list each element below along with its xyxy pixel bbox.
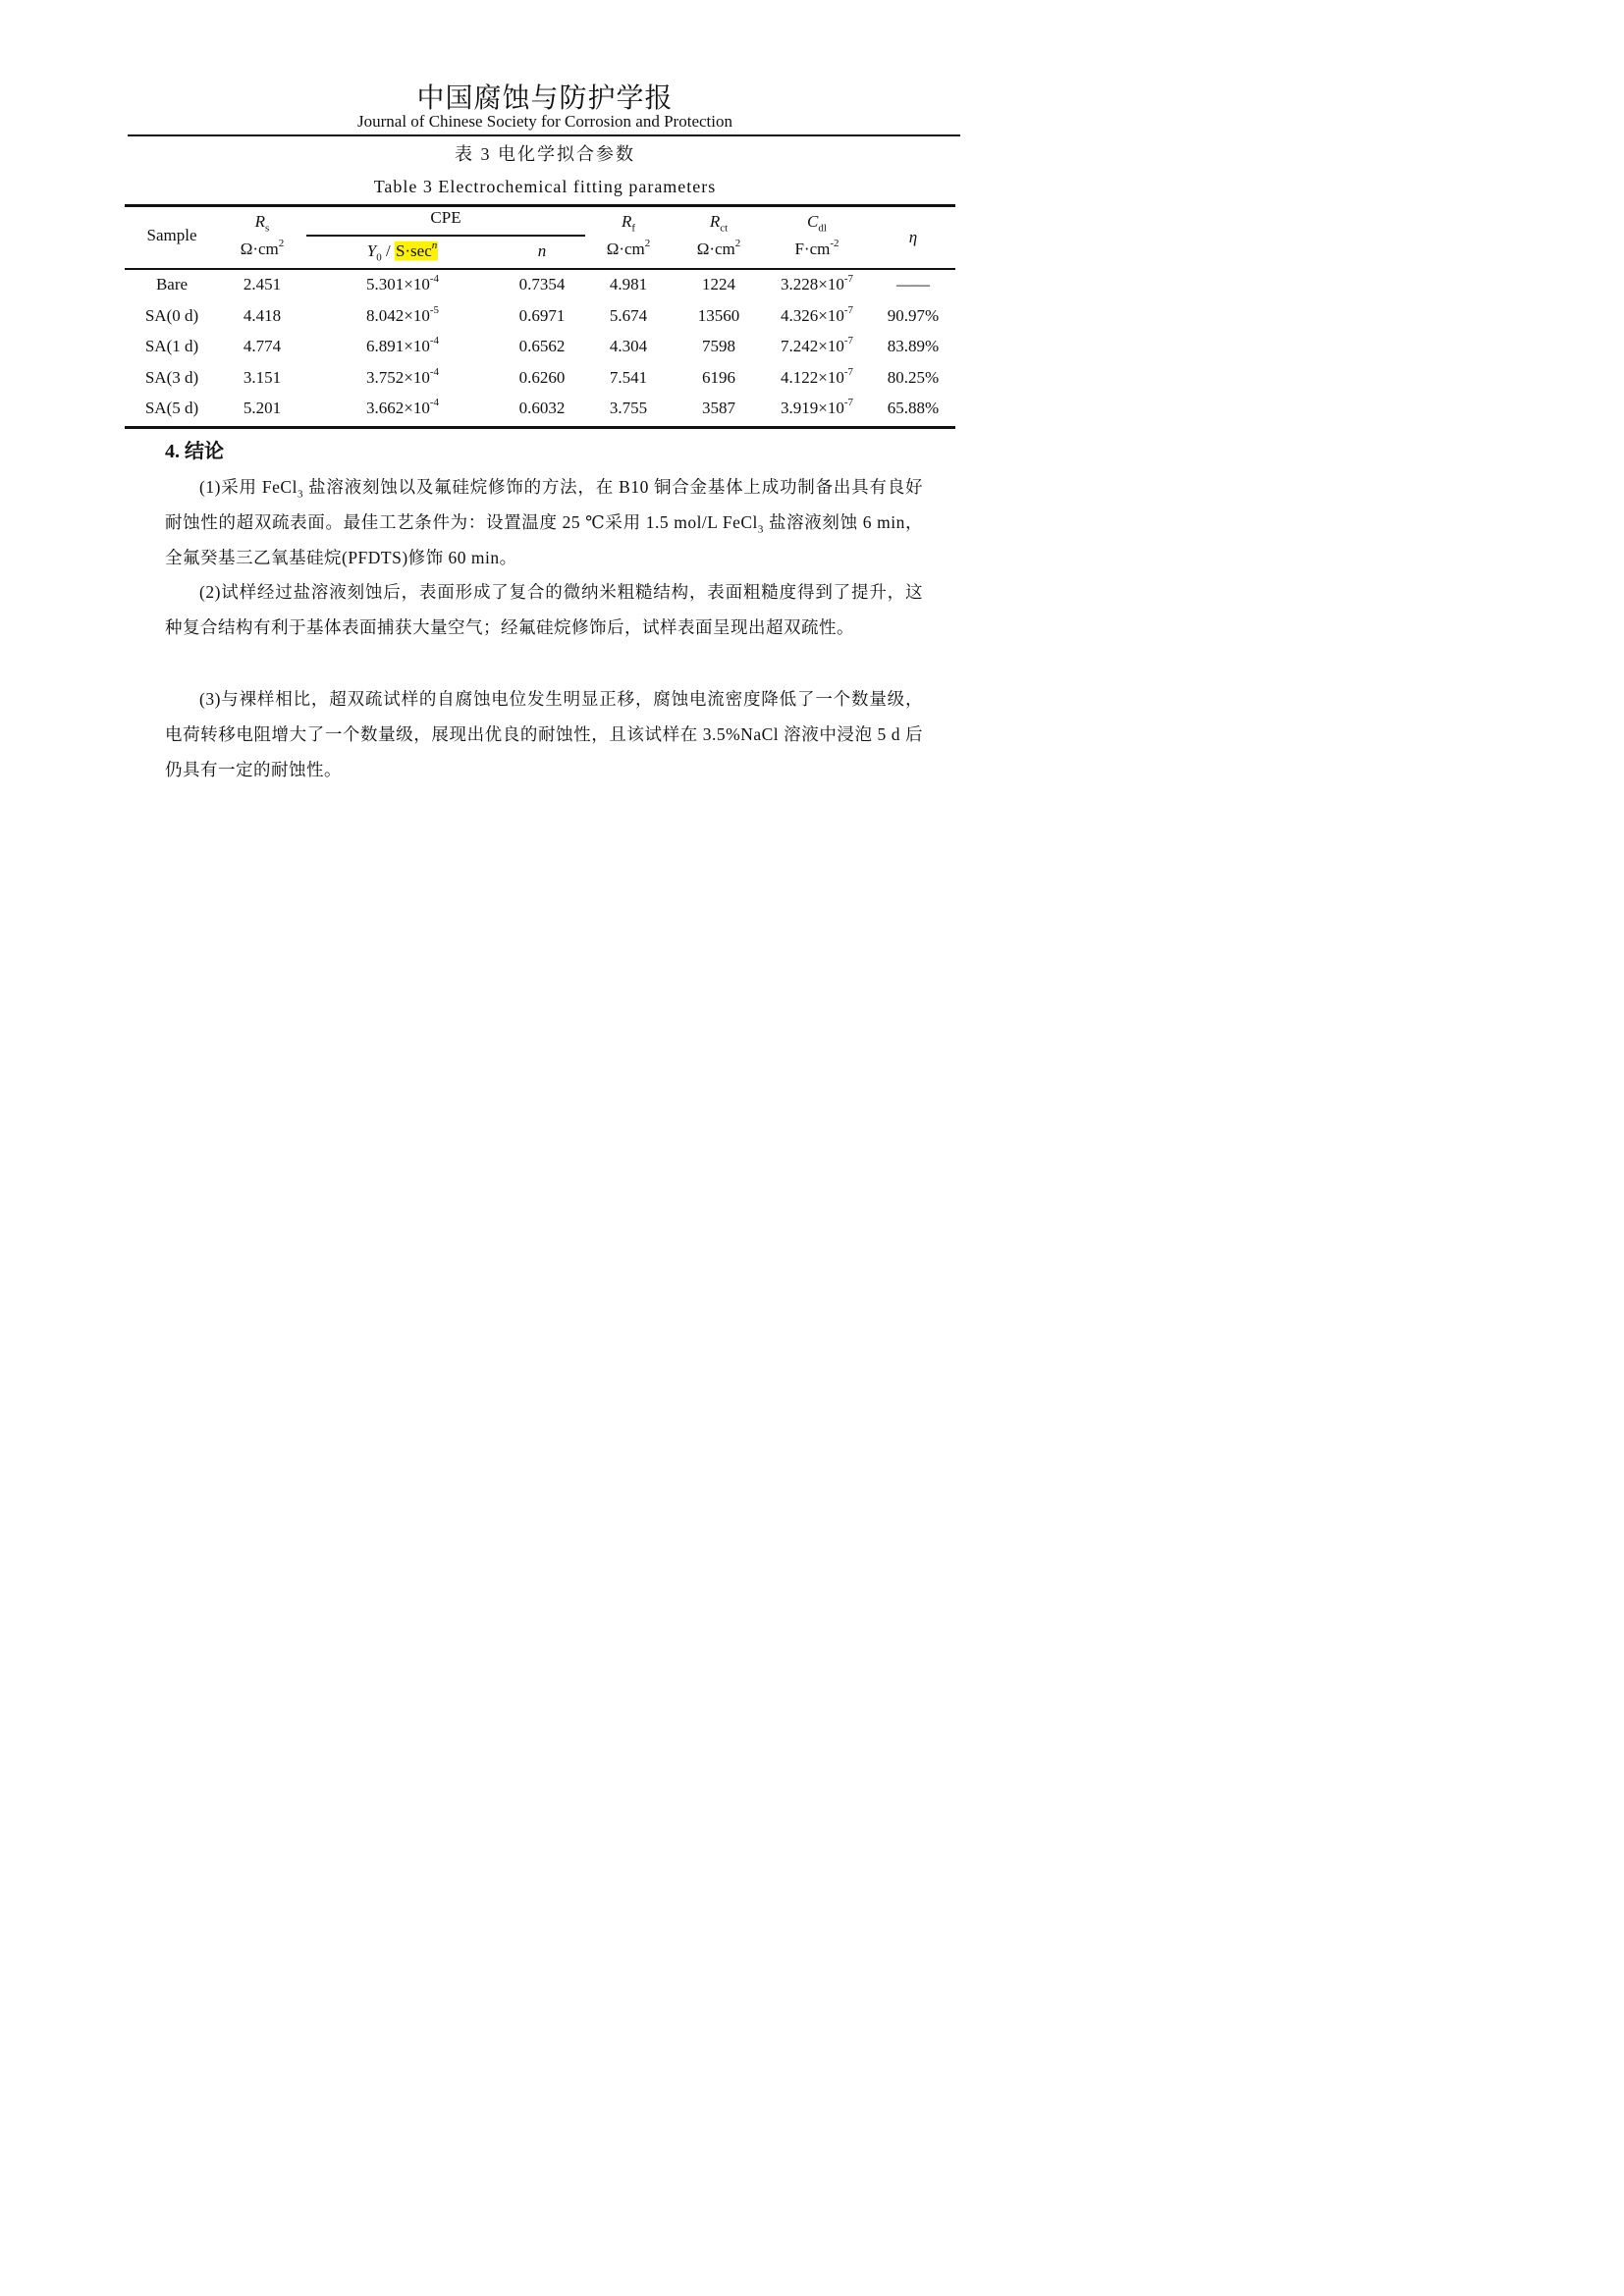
cell-eta: 83.89% — [887, 337, 940, 355]
header-rs: $R_s$ — [254, 212, 270, 235]
cell-rs: 4.418 — [243, 305, 282, 325]
cell-rct: 3587 — [702, 399, 735, 417]
cell-cdl: $4.326\times 10^{-7}$ — [780, 303, 853, 325]
header-cdl-unit: $F\cdot cm^{-2}$ — [794, 238, 839, 258]
header-n: n — [537, 241, 547, 260]
header-eta: η — [908, 228, 918, 246]
cell-y0: $6.891\times 10^{-4}$ — [365, 335, 439, 355]
cell-n: 0.7354 — [518, 275, 566, 294]
header-cdl: $C_{dl}$ — [807, 212, 827, 235]
table-bottom-rule — [125, 426, 955, 429]
cell-n: 0.6032 — [518, 399, 566, 417]
header-sample: Sample — [146, 226, 197, 244]
cell-n: 0.6562 — [518, 337, 566, 355]
cell-rs: 4.774 — [243, 337, 282, 355]
cell-rct: 1224 — [702, 275, 735, 294]
cell-rs: 5.201 — [243, 399, 282, 417]
cell-n: 0.6260 — [518, 367, 566, 387]
cell-rf: 3.755 — [609, 399, 648, 417]
header-rct-unit: $\Omega\cdot cm^2$ — [696, 238, 741, 258]
header-cpe: CPE — [430, 208, 461, 227]
cell-y0: $3.662\times 10^{-4}$ — [365, 397, 439, 417]
header-y0: $Y_0 / S\cdot\sec^n$ — [366, 240, 438, 264]
cell-rf: 5.674 — [609, 305, 648, 325]
header-rct: $R_{ct}$ — [709, 212, 729, 235]
cell-rct: 13560 — [697, 305, 740, 325]
cell-eta: 65.88% — [887, 399, 940, 417]
cell-y0: $8.042\times 10^{-5}$ — [365, 303, 439, 325]
header-rs-unit: $\Omega\cdot cm^2$ — [240, 238, 285, 258]
table-top-rule — [125, 204, 955, 207]
cell-n: 0.6971 — [518, 305, 566, 325]
cpe-group-rule — [306, 235, 585, 237]
journal-title-en: Journal of Chinese Society for Corrosion and Protection — [357, 112, 732, 131]
conclusion-paragraph-1: (1)采用 FeCl$_3$ 盐溶液刻蚀以及氟硅烷修饰的方法，在 B10 铜合金基体上成功制备出具有良好耐蚀性的超双疏表面。最佳工艺条件为：设置温度 25 ℃采用 1.5 mol/L FeCl$_3$ 盐溶液刻蚀 6 min，全氟癸基三乙氧基硅烷(PFDTS)修饰 60 min。 — [165, 477, 923, 567]
cell-y0: $3.752\times 10^{-4}$ — [365, 365, 439, 387]
cell-rf: 7.541 — [609, 367, 648, 387]
cell-cdl: $7.242\times 10^{-7}$ — [780, 335, 853, 355]
cell-eta: —— — [896, 275, 930, 294]
conclusion-paragraph-2: (2)试样经过盐溶液刻蚀后，表面形成了复合的微纳米粗糙结构，表面粗糙度得到了提升，这种复合结构有利于基体表面捕获大量空气；经氟硅烷修饰后，试样表面呈现出超双疏性。 — [165, 582, 923, 637]
cell-sample: SA(5 d) — [144, 399, 199, 417]
cell-rct: 7598 — [702, 337, 735, 355]
journal-title-cn: 中国腐蚀与防护学报 — [416, 83, 674, 114]
highlighted-unit: $S\cdot\sec^n$ — [395, 240, 438, 260]
cell-sample: SA(3 d) — [144, 367, 199, 387]
header-rf: $R_f$ — [621, 212, 636, 235]
cell-cdl: $4.122\times 10^{-7}$ — [780, 365, 853, 387]
table-header-rule — [125, 268, 955, 270]
cell-sample: Bare — [155, 275, 189, 294]
cell-rs: 3.151 — [243, 367, 282, 387]
cell-sample: SA(0 d) — [144, 305, 199, 325]
cell-cdl: $3.919\times 10^{-7}$ — [780, 397, 853, 417]
table-caption-en: Table 3 Electrochemical fitting parameters — [373, 177, 717, 196]
cell-eta: 90.97% — [887, 305, 940, 325]
header-rule — [128, 134, 960, 136]
cell-rf: 4.981 — [609, 275, 648, 294]
section-title: 4. 结论 — [165, 441, 224, 462]
cell-rs: 2.451 — [243, 275, 282, 294]
cell-rct: 6196 — [702, 367, 735, 387]
conclusion-paragraph-3: (3)与裸样相比，超双疏试样的自腐蚀电位发生明显正移，腐蚀电流密度降低了一个数量级，电荷转移电阻增大了一个数量级，展现出优良的耐蚀性，且该试样在 3.5%NaCl 溶液中浸泡 5 d 后仍具有一定的耐蚀性。 — [165, 689, 923, 779]
cell-rf: 4.304 — [609, 337, 648, 355]
table-caption-cn: 表 3 电化学拟合参数 — [455, 144, 635, 164]
cell-y0: $5.301\times 10^{-4}$ — [365, 273, 439, 294]
cell-eta: 80.25% — [887, 367, 940, 387]
cell-sample: SA(1 d) — [144, 337, 199, 355]
header-rf-unit: $\Omega\cdot cm^2$ — [606, 238, 651, 258]
cell-cdl: $3.228\times 10^{-7}$ — [780, 273, 853, 294]
